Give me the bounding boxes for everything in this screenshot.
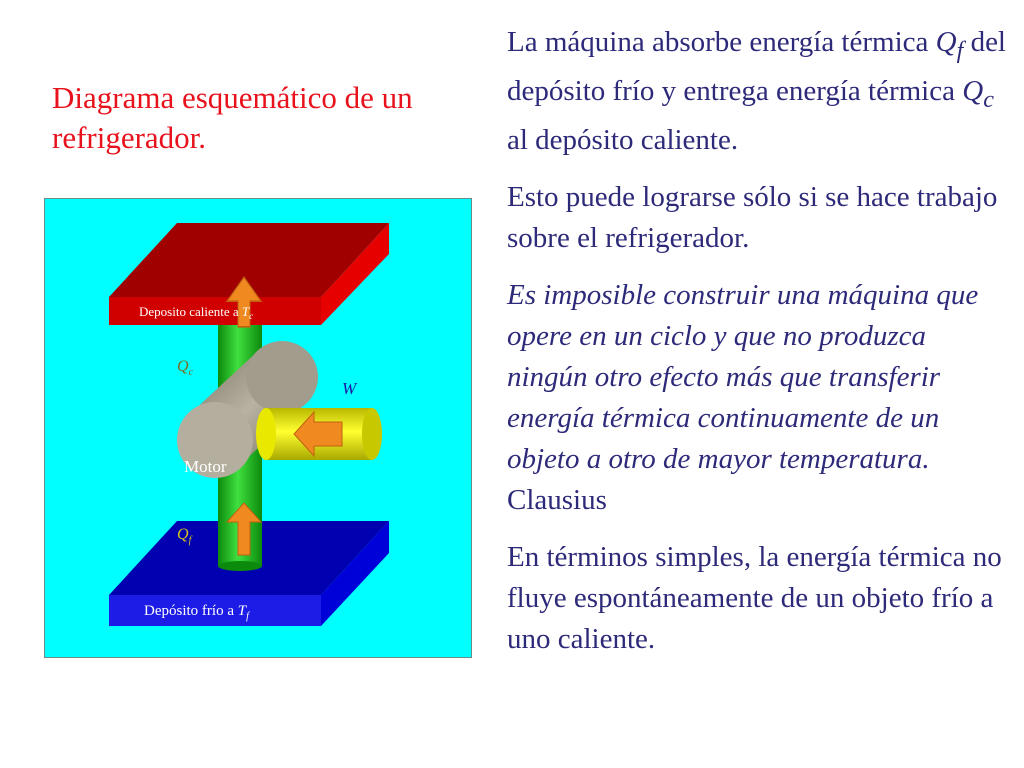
paragraph-simple-terms: En términos simples, la energía térmica no fluye espontáneamente de un objeto frío a uno caliente.: [507, 540, 1002, 655]
paragraph-absorption: La máquina absorbe energía térmica $Q_f$ del depósito frío y entrega energía térmica $Q_c$ al depósito caliente.: [507, 26, 1006, 156]
paragraph-clausius: Es imposible construir una máquina que opere en un ciclo y que no produzca ningún otro efecto más que transferir energía térmica continuamente de un objeto a otro de mayor temperatura. Clausius: [507, 278, 979, 516]
qc-label: $Q_c$: [177, 358, 194, 378]
hot-reservoir-label: Deposito caliente a $T_c$: [139, 304, 254, 321]
motor-label: Motor: [184, 457, 227, 476]
work-label: W: [342, 379, 357, 398]
qf-label: $Q_f$: [177, 526, 192, 546]
paragraph-work: Esto puede lograrse sólo si se hace trabajo sobre el refrigerador.: [507, 180, 998, 254]
slide-title: Diagrama esquemático de un refrigerador.: [52, 80, 413, 155]
explanation-text: [507, 22, 1007, 676]
refrigerator-diagram: [44, 198, 472, 658]
cold-reservoir-label: Depósito frío a $T_f$: [144, 603, 249, 622]
